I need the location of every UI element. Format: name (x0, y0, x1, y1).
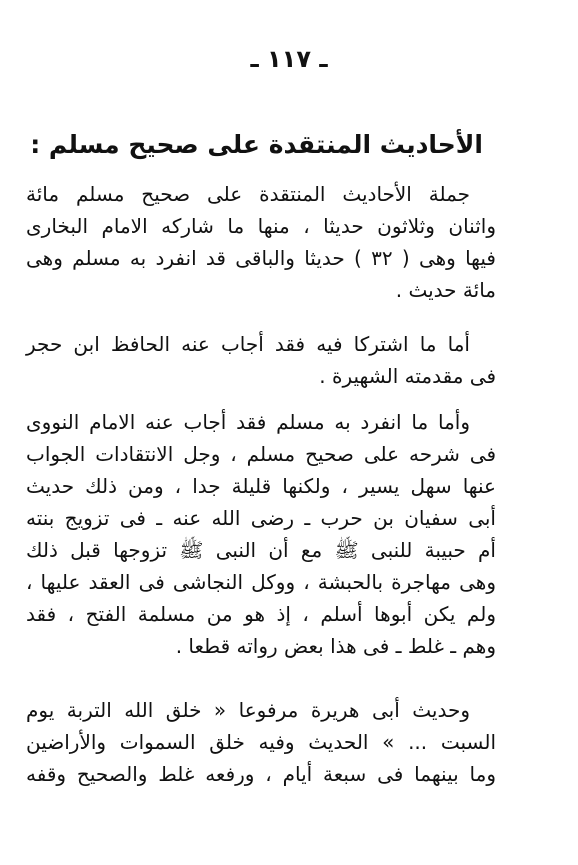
paragraph-line: مائة حديث . (395, 278, 496, 302)
paragraph-line: وما بينهما فى سبعة أيام ، ورفعه غلط والصحيح وقفه (26, 762, 496, 786)
paragraph-line: وهم ـ غلط ـ فى هذا بعض رواته قطعا . (175, 634, 496, 658)
paragraph-line: أبى سفيان بن حرب ـ رضى الله عنه ـ فى تزويج بنته (26, 506, 496, 530)
paragraph-line: وأما ما انفرد به مسلم فقد أجاب عنه الامام النووى (26, 410, 470, 434)
paragraph-1 (26, 178, 496, 306)
paragraph-line: واثنان وثلاثون حديثا ، منها ما شاركه الامام البخارى (26, 214, 496, 238)
paragraph-3 (26, 406, 496, 662)
paragraph-line: عنها سهل يسير ، ولكنها قليلة جدا ، ومن ذلك حديث (26, 474, 496, 498)
paragraph-line: أم حبيبة للنبى ﷺ مع أن النبى ﷺ تزوجها قبل ذلك (26, 538, 496, 562)
paragraph-line: أما ما اشتركا فيه فقد أجاب عنه الحافظ ابن حجر (26, 332, 470, 356)
paragraph-line: فيها وهى ( ٣٢ ) حديثا والباقى قد انفرد به مسلم وهى (26, 246, 496, 270)
paragraph-line: فى مقدمته الشهيرة . (319, 364, 496, 388)
section-heading: الأحاديث المنتقدة على صحيح مسلم : (30, 130, 483, 159)
paragraph-2 (26, 328, 496, 392)
paragraph-line: وهى مهاجرة بالحبشة ، ووكل النجاشى فى العقد عليها ، (26, 570, 496, 594)
paragraph-line: السبت ... » الحديث وفيه خلق السموات والأراضين (26, 730, 496, 754)
paragraph-4 (26, 694, 496, 790)
paragraph-line: جملة الأحاديث المنتقدة على صحيح مسلم مائة (26, 182, 470, 206)
page-number: ـ ١١٧ ـ (250, 45, 328, 73)
paragraph-line: فى شرحه على صحيح مسلم ، وجل الانتقادات الجواب (26, 442, 496, 466)
paragraph-line: ولم يكن أبوها أسلم ، إذ هو من مسلمة الفتح ، فقد (26, 602, 496, 626)
paragraph-line: وحديث أبى هريرة مرفوعا « خلق الله التربة يوم (26, 698, 470, 722)
